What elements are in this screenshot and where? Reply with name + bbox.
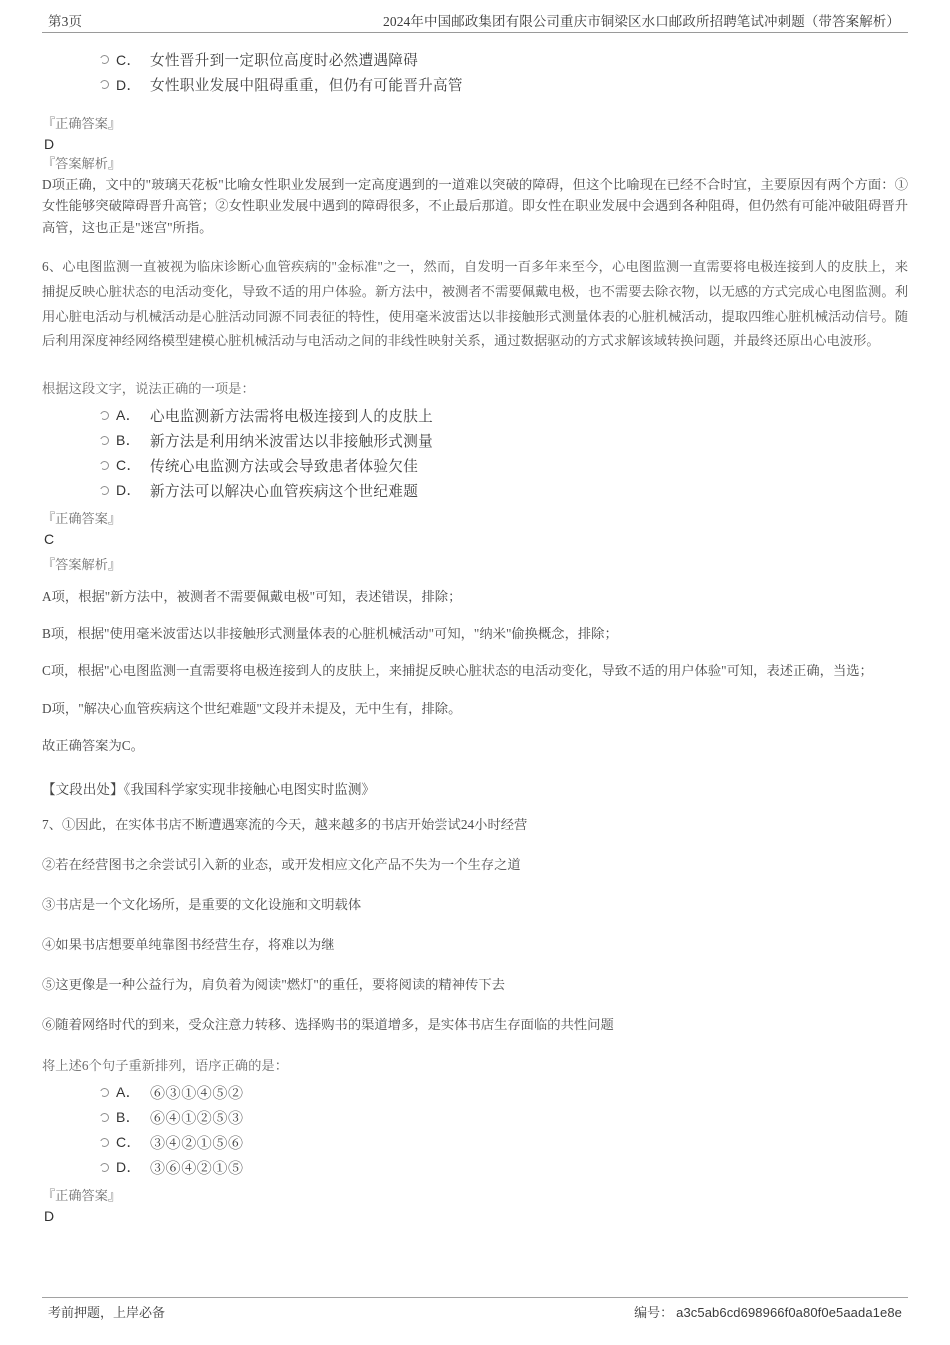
option-text: 新方法可以解决心血管疾病这个世纪难题 xyxy=(150,483,419,500)
question6-analysis-c: C项，根据"心电图监测一直需要将电极连接到人的皮肤上，来捕捉反映心脏状态的电活动变化，导致不适的用户体验"可知，表述正确，当选； xyxy=(42,663,873,679)
option-text: 心电监测新方法需将电极连接到人的皮肤上 xyxy=(150,408,433,425)
correct-answer-label: 『正确答案』 xyxy=(42,510,122,526)
question6-answer-value: C xyxy=(44,530,55,547)
option-text: ③④②①⑤⑥ xyxy=(150,1135,244,1152)
spacer xyxy=(42,798,908,815)
running-footer xyxy=(42,1297,908,1321)
question6-analysis-d: D项，"解决心血管疾病这个世纪难题"文段并未提及，无中生有，排除。 xyxy=(42,700,462,716)
option-text: ⑥③①④⑤② xyxy=(150,1085,244,1102)
option-row[interactable] xyxy=(42,478,908,503)
option-key: A． xyxy=(116,1084,141,1101)
question6-analysis-a: A项，根据"新方法中，被测者不需要佩戴电极"可知，表述错误，排除； xyxy=(42,588,462,604)
running-header xyxy=(42,0,908,33)
option-key: D． xyxy=(116,76,141,93)
radio-icon[interactable] xyxy=(100,461,109,470)
question5-answer-value: D xyxy=(44,135,55,152)
option-text: ③⑥④②①⑤ xyxy=(150,1160,244,1177)
question6-source: 【文段出处】《我国科学家实现非接触心电图实时监测》 xyxy=(42,782,376,798)
radio-icon[interactable] xyxy=(100,486,109,495)
option-row[interactable] xyxy=(42,47,908,72)
question7-number: 7、 xyxy=(42,817,62,833)
radio-icon[interactable] xyxy=(100,436,109,445)
radio-icon[interactable] xyxy=(100,80,109,89)
question7-options xyxy=(42,1080,908,1180)
option-key: D． xyxy=(116,1159,141,1176)
spacer xyxy=(42,575,908,586)
question6-prompt: 根据这段文字，说法正确的一项是： xyxy=(42,380,255,396)
page-body xyxy=(42,33,908,1226)
serial-value: a3c5ab6cd698966f0a80f0e5aada1e8e xyxy=(676,1305,902,1320)
option-row[interactable] xyxy=(42,1080,908,1105)
question7-fragment-2: ②若在经营图书之余尝试引入新的业态，或开发相应文化产品不失为一个生存之道 xyxy=(42,857,521,873)
footer-serial xyxy=(634,1302,902,1321)
question7-fragment-3: ③书店是一个文化场所，是重要的文化设施和文明载体 xyxy=(42,896,362,912)
option-row[interactable] xyxy=(42,403,908,428)
correct-answer-label: 『正确答案』 xyxy=(42,116,122,131)
page-number: 第3页 xyxy=(48,14,83,29)
option-text: ⑥④①②⑤③ xyxy=(150,1110,244,1127)
question5-analysis-text: D项正确，文中的"玻璃天花板"比喻女性职业发展到一定高度遇到的一道难以突破的障碍，但这个比喻现在已经不合时宜，主要原因有两个方面：①女性能够突破障碍晋升高管；②女性职业发展中遇到的障碍很多，不止最后那道。即女性在职业发展中会遇到各种阻碍，但仍然有可能冲破阻碍晋升高管，这也正是"迷宫"所指。 xyxy=(42,176,908,235)
question7-fragment-5: ⑤这更像是一种公益行为，肩负着为阅读"燃灯"的重任，要将阅读的精神传下去 xyxy=(42,976,505,992)
question6-options xyxy=(42,403,908,503)
question6-passage xyxy=(42,255,908,353)
question7-answer-value: D xyxy=(44,1207,55,1224)
question7-fragment-6: ⑥随着网络时代的到来，受众注意力转移、选择购书的渠道增多，是实体书店生存面临的共性问题 xyxy=(42,1016,614,1032)
option-row[interactable] xyxy=(42,1155,908,1180)
footer-slogan: 考前押题，上岸必备 xyxy=(48,1305,166,1320)
option-text: 女性晋升到一定职位高度时必然遭遇障碍 xyxy=(150,53,419,69)
correct-answer-label: 『正确答案』 xyxy=(42,1187,122,1203)
question6-analysis-b: B项，根据"使用毫米波雷达以非接触形式测量体表的心脏机械活动"可知，"纳米"偷换概念，排除； xyxy=(42,626,618,642)
option-key: B． xyxy=(116,1109,141,1126)
serial-label: 编号： xyxy=(634,1305,674,1320)
option-key: C． xyxy=(116,51,141,68)
spacer xyxy=(42,238,908,255)
option-row[interactable] xyxy=(42,1105,908,1130)
option-key: D． xyxy=(116,482,141,499)
answer-analysis-label: 『答案解析』 xyxy=(42,556,122,572)
question5-options xyxy=(42,47,908,97)
option-row[interactable] xyxy=(42,453,908,478)
answer-analysis-label: 『答案解析』 xyxy=(42,156,122,172)
radio-icon[interactable] xyxy=(100,1138,109,1147)
option-text: 传统心电监测方法或会导致患者体验欠佳 xyxy=(150,458,419,475)
question7-fragment-1 xyxy=(42,815,908,835)
option-row[interactable] xyxy=(42,1130,908,1155)
spacer xyxy=(42,97,908,114)
question7-fragment-1-text: ①因此，在实体书店不断遭遇寒流的今天，越来越多的书店开始尝试24小时经营 xyxy=(61,817,528,833)
question7-fragment-4: ④如果书店想要单纯靠图书经营生存，将难以为继 xyxy=(42,936,335,952)
option-key: B． xyxy=(116,432,141,449)
option-text: 新方法是利用纳米波雷达以非接触形式测量 xyxy=(150,433,433,450)
question6-passage-text: 心电图监测一直被视为临床诊断心血管疾病的"金标准"之一，然而，自发明一百多年来至今，心电图监测一直需要将电极连接到人的皮肤上，来捕捉反映心脏状态的电活动变化，导致不适的用户体验。新方法中，被测者不需要佩戴电极，也不需要去除衣物，以无感的方式完成心电图监测。利用心脏电活动与机械活动是心脏活动同源不同表征的特性，使用毫米波雷达以非接触形式测量体表的心脏机械活动，提取四维心脏机械活动信号。随后利用深度神经网络模型建模心脏机械活动与电活动之间的非线性映射关系，通过数据驱动的方式求解该域转换问题，并最终还原出心电波形。 xyxy=(42,259,908,349)
radio-icon[interactable] xyxy=(100,55,109,64)
option-text: 女性职业发展中阻碍重重，但仍有可能晋升高管 xyxy=(150,78,463,94)
radio-icon[interactable] xyxy=(100,411,109,420)
radio-icon[interactable] xyxy=(100,1113,109,1122)
option-key: C． xyxy=(116,457,141,474)
option-key: C． xyxy=(116,1134,141,1151)
question6-analysis-conclusion: 故正确答案为C。 xyxy=(42,737,144,753)
radio-icon[interactable] xyxy=(100,1163,109,1172)
option-row[interactable] xyxy=(42,72,908,97)
option-row[interactable] xyxy=(42,428,908,453)
spacer xyxy=(42,354,908,378)
option-key: A． xyxy=(116,407,141,424)
document-title: 2024年中国邮政集团有限公司重庆市铜梁区水口邮政所招聘笔试冲刺题（带答案解析） xyxy=(383,14,900,29)
question6-number: 6、 xyxy=(42,259,63,275)
question7-prompt: 将上述6个句子重新排列，语序正确的是： xyxy=(42,1057,288,1073)
radio-icon[interactable] xyxy=(100,1088,109,1097)
